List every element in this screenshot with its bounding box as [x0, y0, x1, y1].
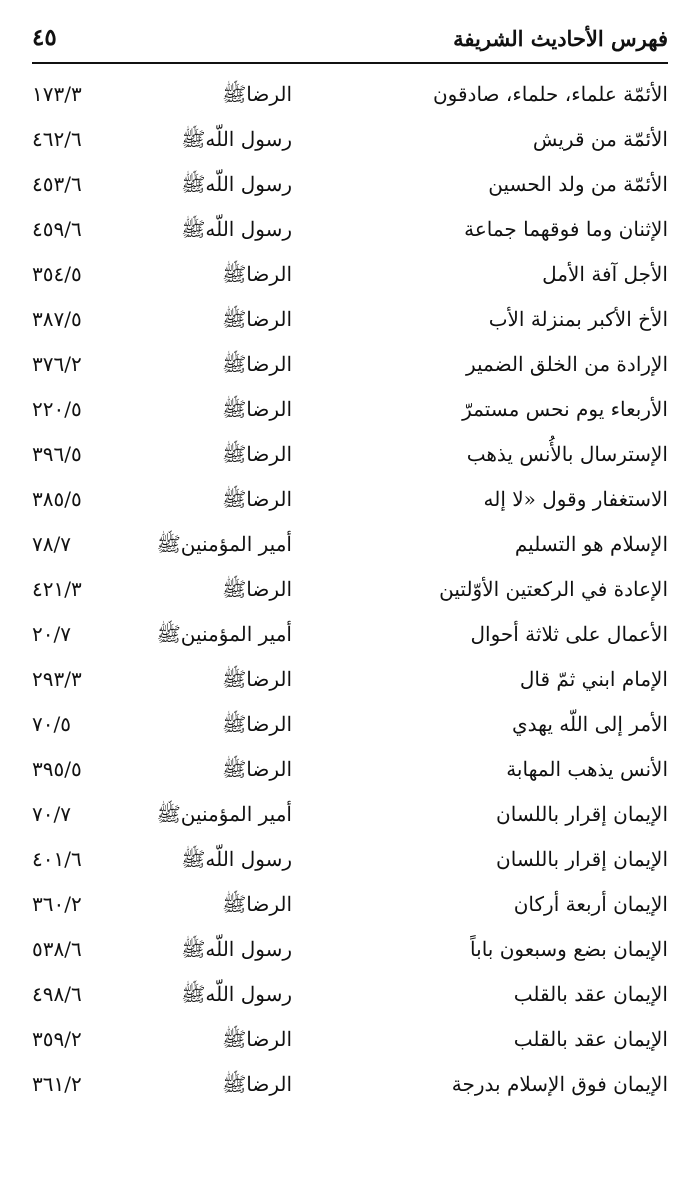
volume-page-ref: ٤٠١/٦	[32, 847, 82, 871]
index-entry	[32, 256, 668, 301]
narrator: رسول اللّهﷺ	[181, 172, 292, 196]
narrator: الرضاﷺ	[222, 397, 292, 421]
index-entry	[32, 76, 668, 121]
narrator: رسول اللّهﷺ	[181, 127, 292, 151]
volume-page-ref: ٥٣٨/٦	[32, 937, 82, 961]
index-entry	[32, 436, 668, 481]
volume-page-ref: ٧٠/٧	[32, 802, 71, 826]
volume-page-ref: ٣٥٩/٢	[32, 1027, 82, 1051]
index-entry	[32, 706, 668, 751]
index-entry	[32, 661, 668, 706]
hadith-text: الإمام ابني ثمّ قال	[519, 667, 668, 691]
hadith-text: الإسترسال بالأُنس يذهب	[466, 442, 668, 466]
page-title: فهرس الأحاديث الشريفة	[453, 26, 668, 51]
narrator: الرضاﷺ	[222, 487, 292, 511]
volume-page-ref: ٤٩٨/٦	[32, 982, 82, 1006]
hadith-index-list	[32, 76, 668, 1111]
narrator: الرضاﷺ	[222, 712, 292, 736]
narrator: أمير المؤمنينﷺ	[156, 532, 292, 556]
narrator: رسول اللّهﷺ	[181, 982, 292, 1006]
narrator: الرضاﷺ	[222, 262, 292, 286]
index-entry	[32, 841, 668, 886]
hadith-text: الأنس يذهب المهابة	[506, 757, 668, 781]
hadith-text: الإيمان إقرار باللسان	[496, 847, 668, 871]
volume-page-ref: ٤٥٣/٦	[32, 172, 82, 196]
index-entry	[32, 796, 668, 841]
index-entry	[32, 616, 668, 661]
index-entry	[32, 301, 668, 346]
narrator: الرضاﷺ	[222, 892, 292, 916]
volume-page-ref: ٣٦٠/٢	[32, 892, 82, 916]
volume-page-ref: ٤٦٢/٦	[32, 127, 82, 151]
index-entry	[32, 526, 668, 571]
hadith-text: الأربعاء يوم نحس مستمرّ	[462, 397, 668, 421]
hadith-text: الأئمّة من ولد الحسين	[488, 172, 668, 196]
volume-page-ref: ٣٩٦/٥	[32, 442, 82, 466]
volume-page-ref: ٤٢١/٣	[32, 577, 82, 601]
hadith-text: الإيمان إقرار باللسان	[496, 802, 668, 826]
index-entry	[32, 976, 668, 1021]
narrator: الرضاﷺ	[222, 757, 292, 781]
hadith-text: الأجل آفة الأمل	[542, 262, 668, 286]
index-entry	[32, 886, 668, 931]
volume-page-ref: ٧٨/٧	[32, 532, 71, 556]
volume-page-ref: ٢٩٣/٣	[32, 667, 82, 691]
index-entry	[32, 931, 668, 976]
index-entry	[32, 481, 668, 526]
index-entry	[32, 1021, 668, 1066]
hadith-text: الأمر إلى اللّه يهدي	[511, 712, 668, 736]
narrator: الرضاﷺ	[222, 667, 292, 691]
hadith-text: الإيمان عقد بالقلب	[513, 1027, 668, 1051]
hadith-text: الأعمال على ثلاثة أحوال	[470, 622, 668, 646]
hadith-text: الأئمّة من قريش	[532, 127, 668, 151]
narrator: رسول اللّهﷺ	[181, 217, 292, 241]
hadith-text: الإيمان أربعة أركان	[513, 892, 668, 916]
index-entry	[32, 571, 668, 616]
volume-page-ref: ١٧٣/٣	[32, 82, 82, 106]
index-entry	[32, 346, 668, 391]
page-number: ٤٥	[32, 24, 57, 51]
hadith-text: الإيمان بضع وسبعون باباً	[470, 937, 668, 961]
volume-page-ref: ٢٢٠/٥	[32, 397, 82, 421]
index-entry	[32, 211, 668, 256]
hadith-text: الأئمّة علماء، حلماء، صادقون	[432, 82, 668, 106]
volume-page-ref: ٣٩٥/٥	[32, 757, 82, 781]
narrator: رسول اللّهﷺ	[181, 937, 292, 961]
hadith-text: الاستغفار وقول «لا إله	[483, 487, 668, 511]
narrator: رسول اللّهﷺ	[181, 847, 292, 871]
volume-page-ref: ٢٠/٧	[32, 622, 71, 646]
volume-page-ref: ٣٨٥/٥	[32, 487, 82, 511]
narrator: الرضاﷺ	[222, 82, 292, 106]
narrator: الرضاﷺ	[222, 577, 292, 601]
volume-page-ref: ٣٦١/٢	[32, 1072, 82, 1096]
index-entry	[32, 751, 668, 796]
narrator: الرضاﷺ	[222, 307, 292, 331]
index-entry	[32, 391, 668, 436]
index-entry	[32, 166, 668, 211]
narrator: أمير المؤمنينﷺ	[156, 622, 292, 646]
narrator: الرضاﷺ	[222, 352, 292, 376]
volume-page-ref: ٣٧٦/٢	[32, 352, 82, 376]
narrator: أمير المؤمنينﷺ	[156, 802, 292, 826]
hadith-text: الإعادة في الركعتين الأوّلتين	[439, 577, 668, 601]
hadith-text: الإسلام هو التسليم	[514, 532, 668, 556]
narrator: الرضاﷺ	[222, 1027, 292, 1051]
page-header	[32, 22, 668, 64]
volume-page-ref: ٤٥٩/٦	[32, 217, 82, 241]
narrator: الرضاﷺ	[222, 1072, 292, 1096]
hadith-text: الإيمان فوق الإسلام بدرجة	[451, 1072, 668, 1096]
volume-page-ref: ٧٠/٥	[32, 712, 71, 736]
volume-page-ref: ٣٥٤/٥	[32, 262, 82, 286]
narrator: الرضاﷺ	[222, 442, 292, 466]
hadith-text: الإيمان عقد بالقلب	[513, 982, 668, 1006]
volume-page-ref: ٣٨٧/٥	[32, 307, 82, 331]
hadith-text: الإرادة من الخلق الضمير	[465, 352, 668, 376]
hadith-text: الأخ الأكبر بمنزلة الأب	[488, 307, 668, 331]
hadith-text: الإثنان وما فوقهما جماعة	[464, 217, 668, 241]
index-entry	[32, 121, 668, 166]
index-entry	[32, 1066, 668, 1111]
